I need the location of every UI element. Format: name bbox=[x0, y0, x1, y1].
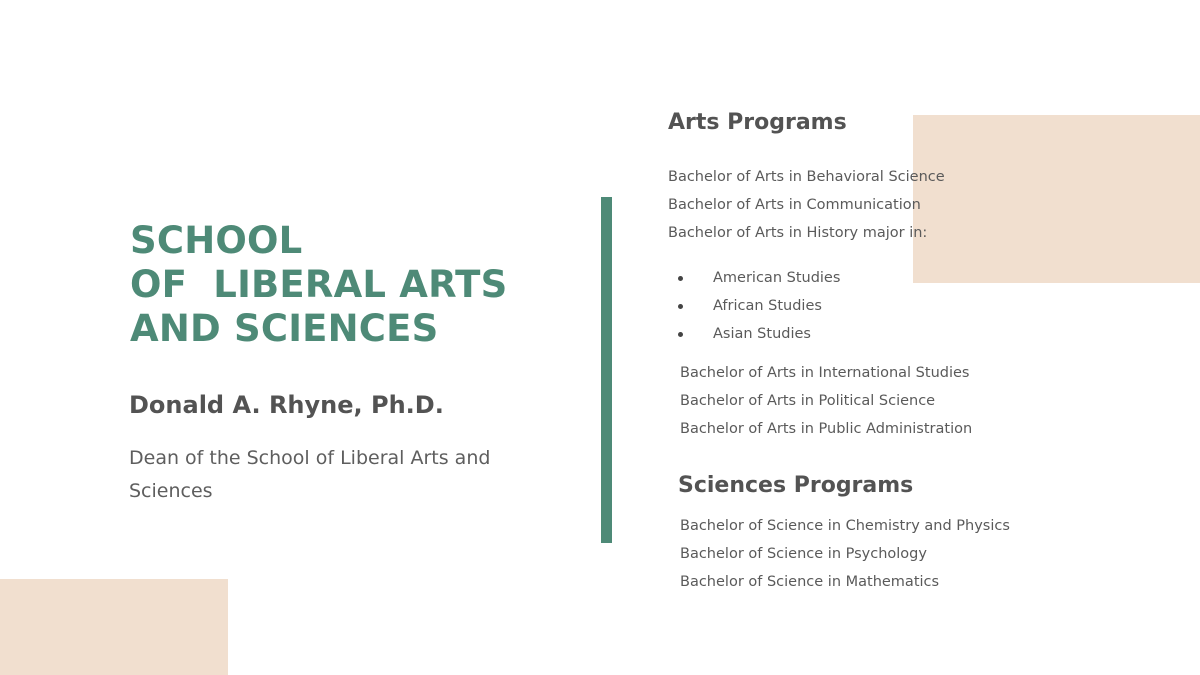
bullet-icon bbox=[678, 304, 683, 309]
program-item: Bachelor of Arts in History major in: bbox=[668, 225, 928, 241]
sciences-programs-list bbox=[680, 512, 1010, 596]
bullet-icon bbox=[678, 276, 683, 281]
school-title-line-1: SCHOOL bbox=[130, 219, 303, 262]
history-major-item bbox=[676, 292, 840, 320]
history-majors-list bbox=[676, 264, 840, 348]
program-item: Bachelor of Arts in Communication bbox=[668, 197, 921, 213]
history-major-item bbox=[676, 264, 840, 292]
decorative-beige-block-top-right bbox=[913, 115, 1200, 283]
history-major-label: African Studies bbox=[713, 298, 822, 314]
program-item: Bachelor of Science in Mathematics bbox=[680, 574, 940, 590]
program-item: Bachelor of Arts in Behavioral Science bbox=[668, 169, 945, 185]
arts-programs-list-secondary bbox=[680, 359, 972, 443]
history-major-item bbox=[676, 320, 840, 348]
school-title-line-3: AND SCIENCES bbox=[130, 307, 439, 350]
dean-name: Donald A. Rhyne, Ph.D. bbox=[129, 391, 444, 419]
dean-title: Dean of the School of Liberal Arts and Sciences bbox=[129, 447, 491, 502]
arts-programs-heading: Arts Programs bbox=[668, 110, 847, 135]
program-item: Bachelor of Arts in Political Science bbox=[680, 393, 936, 409]
program-item: Bachelor of Science in Chemistry and Physics bbox=[680, 518, 1010, 534]
vertical-divider-bar bbox=[601, 197, 612, 543]
program-item: Bachelor of Arts in Public Administration bbox=[680, 421, 973, 437]
program-item: Bachelor of Science in Psychology bbox=[680, 546, 927, 562]
decorative-beige-block-bottom-left bbox=[0, 579, 228, 675]
bullet-icon bbox=[678, 332, 683, 337]
school-title-line-2: OF LIBERAL ARTS bbox=[130, 263, 508, 306]
school-title bbox=[130, 219, 507, 351]
history-major-label: American Studies bbox=[713, 270, 841, 286]
sciences-programs-heading: Sciences Programs bbox=[678, 473, 914, 498]
program-item: Bachelor of Arts in International Studies bbox=[680, 365, 970, 381]
arts-programs-list-primary bbox=[668, 163, 945, 247]
history-major-label: Asian Studies bbox=[713, 326, 811, 342]
